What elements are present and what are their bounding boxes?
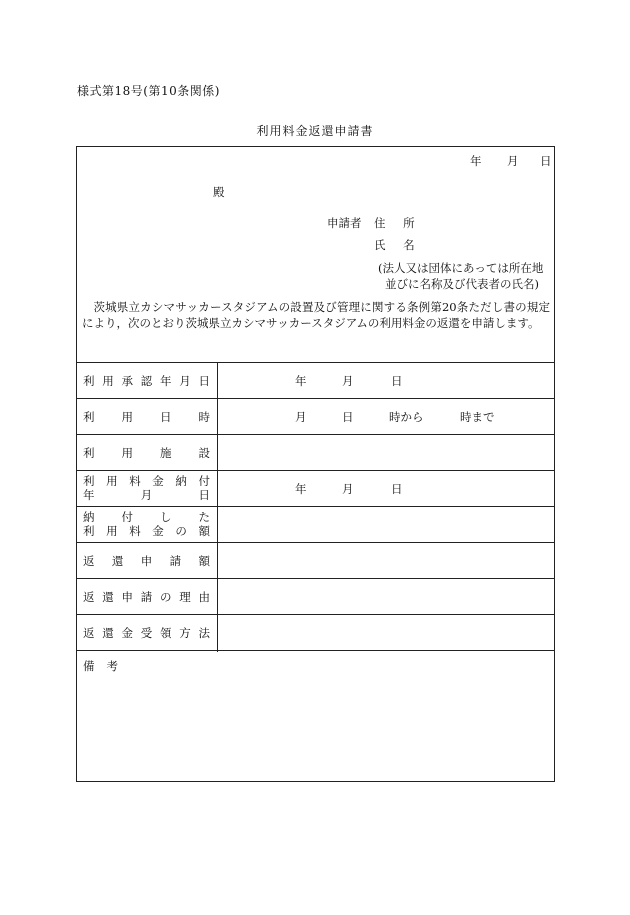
divider (77, 506, 554, 507)
applicant-note-line2: 並びに名称及び代表者の氏名) (385, 277, 539, 291)
header-month: 月 (507, 154, 519, 168)
approval-year: 年 (295, 374, 307, 388)
applicant-label: 申請者 (327, 216, 362, 230)
usage-from-hour: 時から (389, 410, 424, 424)
payment-year: 年 (295, 482, 307, 496)
name-label: 氏 名 (374, 238, 422, 252)
payment-date-label-line1: 利 用 料 金 納 付 (83, 474, 210, 488)
usage-month: 月 (295, 410, 307, 424)
addressee-suffix: 殿 (213, 185, 225, 199)
usage-datetime-label: 利 用 日 時 (83, 410, 210, 424)
application-statement: 茨城県立カシマサッカースタジアムの設置及び管理に関する条例第20条ただし書の規定により，次のとおり茨城県立カシマサッカースタジアムの利用料金の返還を申請します。 (82, 300, 550, 330)
divider (77, 578, 554, 579)
remarks-label: 備考 (83, 659, 130, 673)
refund-amount-label: 返 還 申 請 額 (83, 554, 210, 568)
usage-to-hour: 時まで (460, 410, 495, 424)
divider (77, 614, 554, 615)
document-title: 利用料金返還申請書 (256, 124, 374, 138)
approval-day: 日 (391, 374, 403, 388)
receipt-method-label: 返 還 金 受 領 方 法 (83, 626, 210, 640)
column-divider (217, 362, 218, 652)
usage-day: 日 (342, 410, 354, 424)
divider (77, 470, 554, 471)
facility-label: 利 用 施 設 (83, 446, 210, 460)
divider (77, 398, 554, 399)
approval-month: 月 (342, 374, 354, 388)
application-form (76, 146, 555, 782)
form-number: 様式第18号(第10条関係) (77, 84, 220, 98)
header-year: 年 (470, 154, 482, 168)
payment-day: 日 (391, 482, 403, 496)
applicant-note-line1: (法人又は団体にあっては所在地 (378, 261, 544, 275)
divider (77, 362, 554, 363)
paid-amount-label-line2: 利 用 料 金 の 額 (83, 524, 210, 538)
divider (77, 434, 554, 435)
divider (77, 542, 554, 543)
paid-amount-label-line1: 納 付 し た (83, 510, 210, 524)
divider (77, 650, 554, 651)
header-day: 日 (540, 154, 552, 168)
payment-month: 月 (342, 482, 354, 496)
payment-date-label-line2: 年 月 日 (83, 488, 210, 502)
payment-date-label (83, 474, 210, 502)
address-label: 住 所 (374, 216, 422, 230)
paid-amount-label (83, 510, 210, 538)
approval-date-label: 利 用 承 認 年 月 日 (83, 374, 210, 388)
refund-reason-label: 返 還 申 請 の 理 由 (83, 590, 210, 604)
